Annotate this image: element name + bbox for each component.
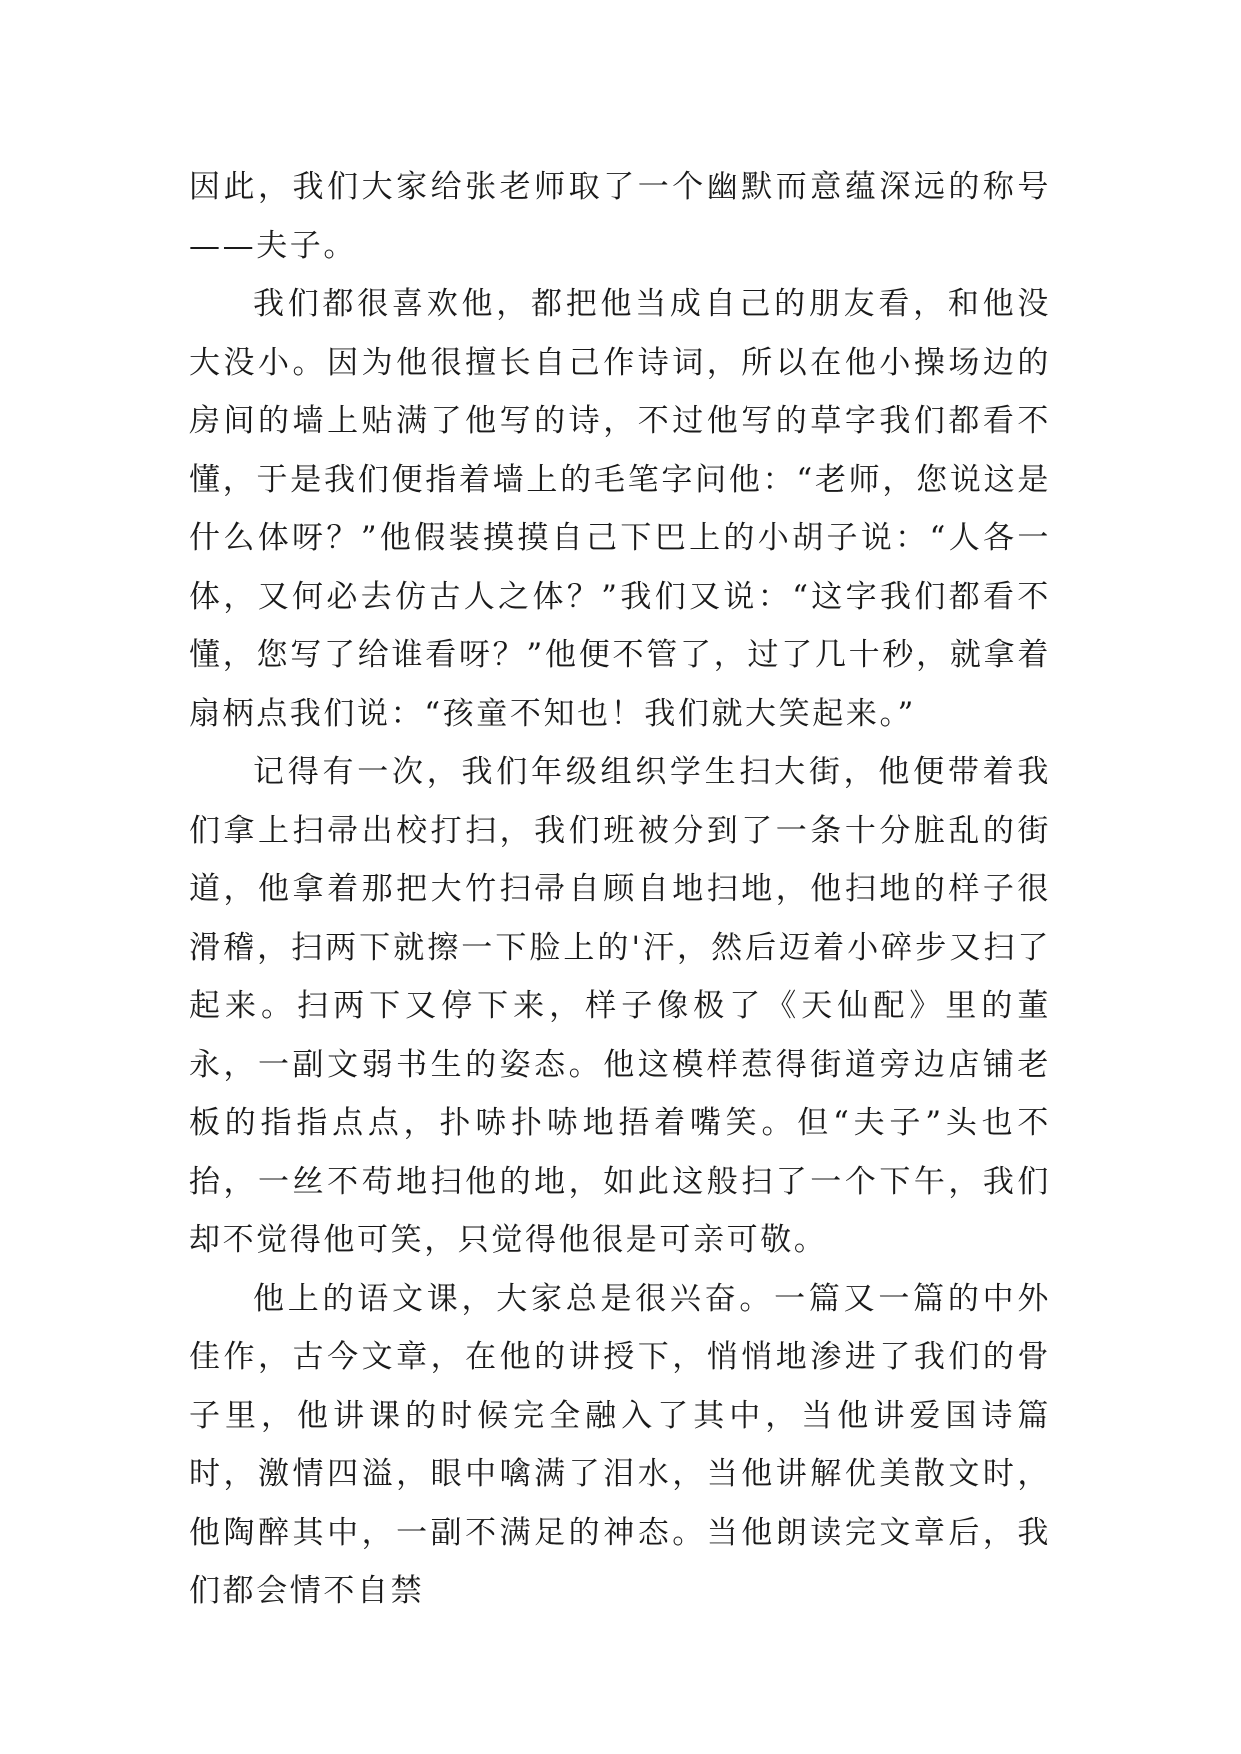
- paragraph-continuation: 因此，我们大家给张老师取了一个幽默而意蕴深远的称号——夫子。: [189, 169, 1051, 264]
- document-body: [189, 158, 1051, 1621]
- paragraph-chinese-class: 他上的语文课，大家总是很兴奋。一篇又一篇的中外佳作，古今文章，在他的讲授下，悄悄地渗进了我们的骨子里，他讲课的时候完全融入了其中，当他讲爱国诗篇时，激情四溢，眼中噙满了泪水，当他讲解优美散文时，他陶醉其中，一副不满足的神态。当他朗读完文章后，我们都会情不自禁: [189, 1280, 1051, 1609]
- paragraph-street-sweeping: 记得有一次，我们年级组织学生扫大街，他便带着我们拿上扫帚出校打扫，我们班被分到了一条十分脏乱的街道，他拿着那把大竹扫帚自顾自地扫地，他扫地的样子很滑稽，扫两下就擦一下脸上的'汗，然后迈着小碎步又扫了起来。扫两下又停下来，样子像极了《天仙配》里的董永，一副文弱书生的姿态。他这模样惹得街道旁边店铺老板的指指点点，扑哧扑哧地捂着嘴笑。但“夫子”头也不抬，一丝不苟地扫他的地，如此这般扫了一个下午，我们却不觉得他可笑，只觉得他很是可亲可敬。: [189, 754, 1051, 1258]
- paragraph-friendship: 我们都很喜欢他，都把他当成自己的朋友看，和他没大没小。因为他很擅长自己作诗词，所以在他小操场边的房间的墙上贴满了他写的诗，不过他写的草字我们都看不懂，于是我们便指着墙上的毛笔字问他：“老师，您说这是什么体呀？”他假装摸摸自己下巴上的小胡子说：“人各一体，又何必去仿古人之体？”我们又说：“这字我们都看不懂，您写了给谁看呀？”他便不管了，过了几十秒，就拿着扇柄点我们说：“孩童不知也！我们就大笑起来。”: [189, 286, 1051, 732]
